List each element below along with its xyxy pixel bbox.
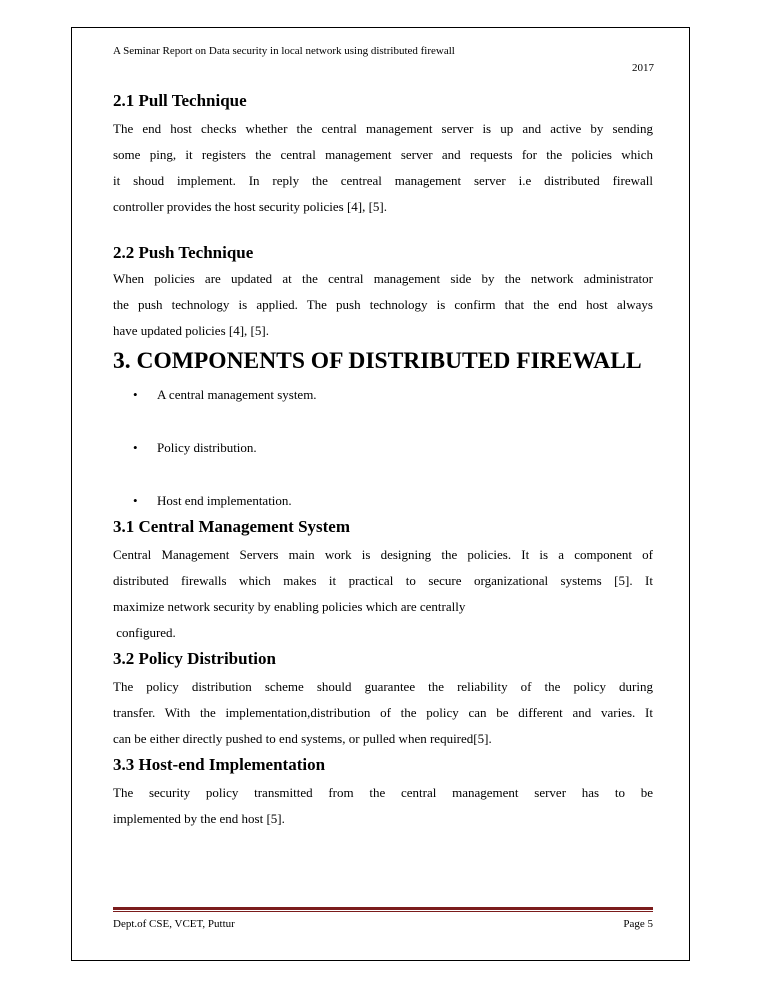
text-line: The security policy transmitted from the central management server has to be [113, 785, 653, 800]
footer-department: Dept.of CSE, VCET, Puttur [113, 918, 235, 930]
bullet-icon: • [133, 493, 138, 508]
text-line: The end host checks whether the central management server is up and active by sending [113, 121, 653, 136]
section-3-3-paragraph [113, 780, 653, 832]
text-line: maximize network security by enabling policies which are centrally [113, 599, 466, 614]
text-line: configured. [113, 625, 176, 640]
text-line: controller provides the host security policies [4], [5]. [113, 199, 388, 214]
footer-rule-thin [113, 911, 653, 912]
footer-page-number: Page 5 [623, 918, 653, 930]
text-line: When policies are updated at the central management side by the network administrator [113, 271, 653, 286]
section-3-1-heading: 3.1 Central Management System [113, 517, 351, 536]
section-3-3-heading: 3.3 Host-end Implementation [113, 755, 326, 774]
list-item-text: A central management system. [157, 387, 317, 402]
text-line: The policy distribution scheme should guarantee the reliability of the policy during [113, 679, 653, 694]
text-line: it shoud implement. In reply the centreal management server i.e distributed firewall [113, 173, 653, 188]
list-item [113, 488, 653, 514]
footer-rule [113, 907, 653, 910]
page-content [113, 88, 653, 832]
text-line: the push technology is applied. The push technology is confirm that the end host always [113, 297, 653, 312]
text-line: have updated policies [4], [5]. [113, 323, 269, 338]
section-3-2-paragraph [113, 674, 653, 752]
section-2-1-heading: 2.1 Pull Technique [113, 91, 247, 110]
running-header-title: A Seminar Report on Data security in local network using distributed firewall [113, 45, 455, 57]
list-item-text: Policy distribution. [157, 440, 257, 455]
list-item [113, 435, 653, 461]
text-line: can be either directly pushed to end systems, or pulled when required[5]. [113, 731, 492, 746]
text-line: transfer. With the implementation,distribution of the policy can be different and varies. It [113, 705, 653, 720]
running-header-year: 2017 [632, 62, 654, 74]
section-3-1-paragraph [113, 542, 653, 646]
chapter-3-heading: 3. COMPONENTS OF DISTRIBUTED FIREWALL [113, 348, 642, 374]
text-line: Central Management Servers main work is designing the policies. It is a component of [113, 547, 653, 562]
text-line: some ping, it registers the central management server and requests for the policies which [113, 147, 653, 162]
text-line: distributed firewalls which makes it practical to secure organizational systems [5]. It [113, 573, 653, 588]
list-item-text: Host end implementation. [157, 493, 292, 508]
components-list [113, 382, 653, 514]
section-2-2-heading: 2.2 Push Technique [113, 243, 254, 262]
list-item [113, 382, 653, 408]
bullet-icon: • [133, 387, 138, 402]
section-2-2-paragraph [113, 266, 653, 344]
section-2-1-paragraph [113, 116, 653, 220]
section-3-2-heading: 3.2 Policy Distribution [113, 649, 276, 668]
bullet-icon: • [133, 440, 138, 455]
text-line: implemented by the end host [5]. [113, 811, 285, 826]
